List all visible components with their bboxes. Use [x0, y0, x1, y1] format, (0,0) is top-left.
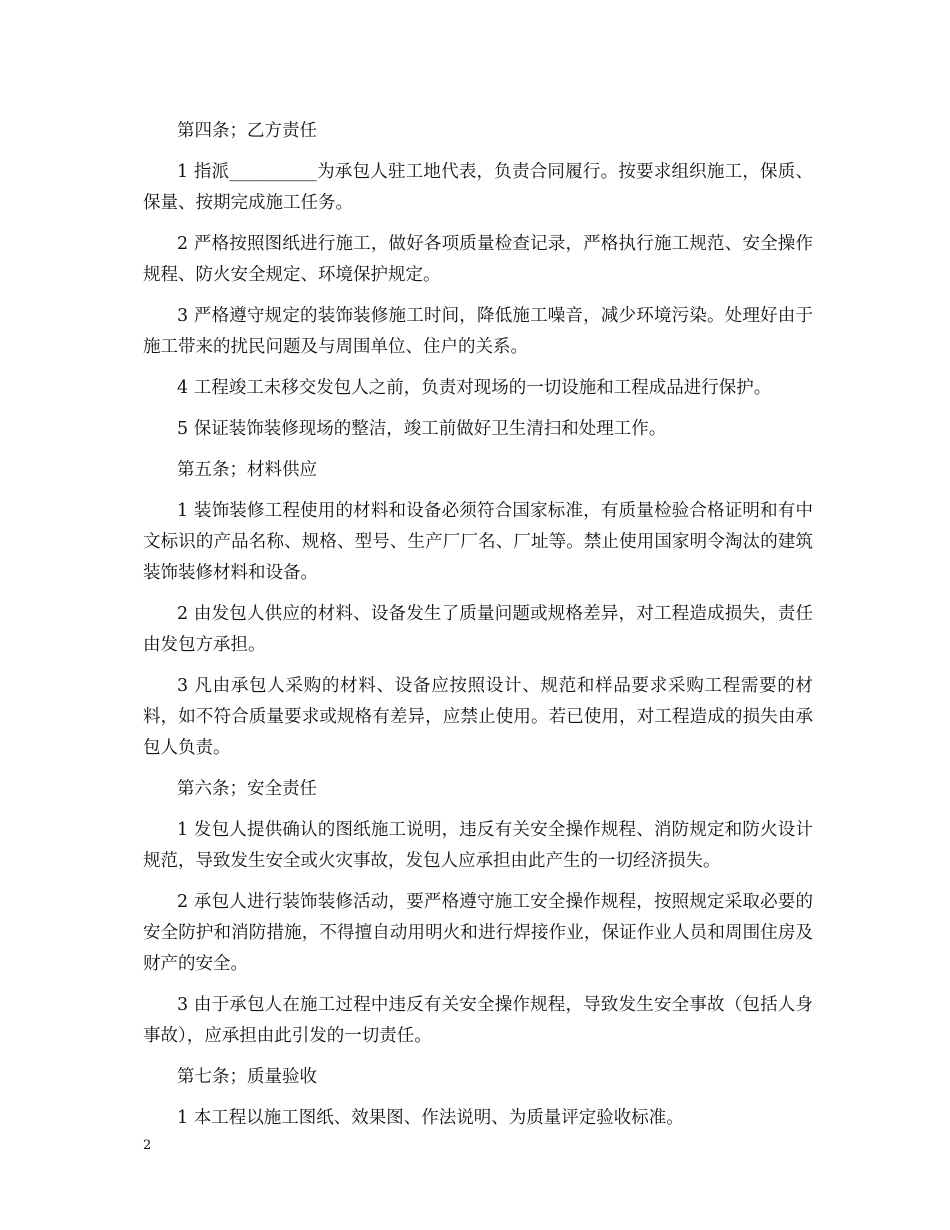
paragraph-article-7-item-1: 1 本工程以施工图纸、效果图、作法说明、为质量评定验收标准。 — [177, 1108, 684, 1128]
section-heading-article-5: 第五条；材料供应 — [177, 460, 317, 480]
paragraph-article-6-item-2: 2 承包人进行装饰装修活动，要严格遵守施工安全操作规程，按照规定采取必要的安全防护和消防措施，不得擅自动用明火和进行焊接作业，保证作业人员和周围住房及财产的安全。 — [143, 892, 813, 974]
page-number: 2 — [143, 1138, 152, 1153]
section-heading-article-6: 第六条；安全责任 — [177, 779, 317, 799]
paragraph-article-6-item-3: 3 由于承包人在施工过程中违反有关安全操作规程，导致发生安全事故（包括人身事故），应承担由此引发的一切责任。 — [143, 995, 813, 1046]
document-body — [143, 116, 813, 1144]
section-heading-article-4: 第四条；乙方责任 — [177, 121, 317, 141]
paragraph-article-4-item-3: 3 严格遵守规定的装饰装修施工时间，降低施工噪音，减少环境污染。处理好由于施工带来的扰民问题及与周围单位、住户的关系。 — [143, 306, 813, 357]
paragraph-article-4-item-4: 4 工程竣工未移交发包人之前，负责对现场的一切设施和工程成品进行保护。 — [177, 378, 772, 398]
paragraph-article-5-item-2: 2 由发包人供应的材料、设备发生了质量问题或规格差异，对工程造成损失，责任由发包方承担。 — [143, 604, 813, 655]
paragraph-article-4-item-1: 1 指派__________为承包人驻工地代表，负责合同履行。按要求组织施工，保质、保量、按期完成施工任务。 — [143, 162, 813, 213]
paragraph-article-5-item-3: 3 凡由承包人采购的材料、设备应按照设计、规范和样品要求采购工程需要的材料，如不符合质量要求或规格有差异，应禁止使用。若已使用，对工程造成的损失由承包人负责。 — [143, 676, 813, 758]
paragraph-article-6-item-1: 1 发包人提供确认的图纸施工说明，违反有关安全操作规程、消防规定和防火设计规范，导致发生安全或火灾事故，发包人应承担由此产生的一切经济损失。 — [143, 820, 813, 871]
section-heading-article-7: 第七条；质量验收 — [177, 1067, 317, 1087]
paragraph-article-4-item-5: 5 保证装饰装修现场的整洁，竣工前做好卫生清扫和处理工作。 — [177, 419, 667, 439]
paragraph-article-5-item-1: 1 装饰装修工程使用的材料和设备必须符合国家标准，有质量检验合格证明和有中文标识的产品名称、规格、型号、生产厂厂名、厂址等。禁止使用国家明令淘汰的建筑装饰装修材料和设备。 — [143, 501, 813, 583]
paragraph-article-4-item-2: 2 严格按照图纸进行施工，做好各项质量检查记录，严格执行施工规范、安全操作规程、防火安全规定、环境保护规定。 — [143, 234, 813, 285]
